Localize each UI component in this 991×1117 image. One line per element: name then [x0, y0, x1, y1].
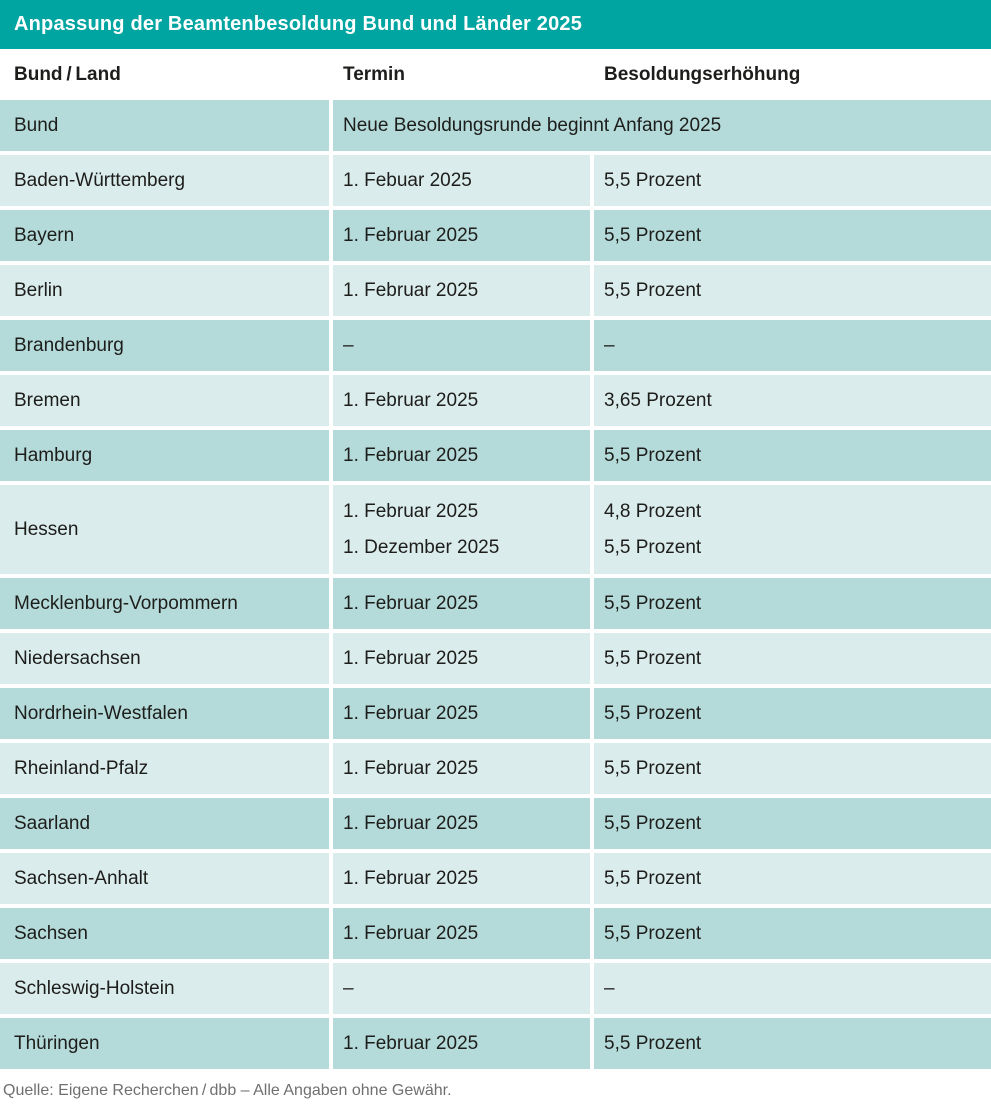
cell-termin	[333, 688, 590, 739]
cell-land: Rheinland-Pfalz	[0, 743, 329, 794]
cell-land: Brandenburg	[0, 320, 329, 371]
cell-erhoehung	[594, 375, 991, 426]
termin-line: 1. Februar 2025	[343, 922, 479, 944]
erhoehung-line: –	[604, 334, 615, 356]
cell-land: Mecklenburg-Vorpommern	[0, 578, 329, 629]
cell-termin	[333, 578, 590, 629]
termin-line: 1. Februar 2025	[343, 702, 479, 724]
table-row	[0, 853, 991, 904]
cell-land: Baden-Württemberg	[0, 155, 329, 206]
cell-erhoehung	[594, 210, 991, 261]
termin-line: 1. Dezember 2025	[343, 536, 500, 558]
termin-line: 1. Februar 2025	[343, 279, 479, 301]
cell-termin	[333, 210, 590, 261]
cell-land: Bund	[0, 100, 329, 151]
erhoehung-line: 3,65 Prozent	[604, 389, 712, 411]
cell-termin	[333, 320, 590, 371]
cell-land: Bremen	[0, 375, 329, 426]
cell-land: Hessen	[0, 485, 329, 574]
cell-termin	[333, 155, 590, 206]
table-row	[0, 485, 991, 574]
erhoehung-line: 5,5 Prozent	[604, 812, 702, 834]
table-body	[0, 100, 991, 1069]
cell-land: Nordrhein-Westfalen	[0, 688, 329, 739]
title-bar	[0, 0, 991, 49]
cell-erhoehung	[594, 485, 991, 574]
cell-termin	[333, 798, 590, 849]
table-row	[0, 743, 991, 794]
cell-termin	[333, 430, 590, 481]
erhoehung-line: 5,5 Prozent	[604, 702, 702, 724]
cell-erhoehung	[594, 963, 991, 1014]
table-row	[0, 155, 991, 206]
cell-termin	[333, 265, 590, 316]
table-row	[0, 430, 991, 481]
cell-erhoehung	[594, 265, 991, 316]
cell-erhoehung	[594, 633, 991, 684]
cell-land: Hamburg	[0, 430, 329, 481]
cell-erhoehung	[594, 743, 991, 794]
cell-termin	[333, 743, 590, 794]
column-header-row	[0, 49, 991, 100]
termin-line: 1. Februar 2025	[343, 647, 479, 669]
termin-line: 1. Februar 2025	[343, 500, 479, 522]
termin-line: 1. Februar 2025	[343, 389, 479, 411]
table-row	[0, 375, 991, 426]
erhoehung-line: 5,5 Prozent	[604, 647, 702, 669]
cell-erhoehung	[594, 155, 991, 206]
cell-land: Schleswig-Holstein	[0, 963, 329, 1014]
cell-termin	[333, 853, 590, 904]
termin-line: 1. Februar 2025	[343, 224, 479, 246]
cell-termin	[333, 485, 590, 574]
cell-termin	[333, 963, 590, 1014]
chart-title: Anpassung der Beamtenbesoldung Bund und Länder 2025	[14, 13, 583, 35]
cell-termin	[333, 375, 590, 426]
cell-erhoehung	[594, 798, 991, 849]
termin-line: 1. Februar 2025	[343, 757, 479, 779]
column-header-bund-land: Bund / Land	[14, 63, 121, 85]
cell-erhoehung	[594, 688, 991, 739]
cell-erhoehung	[594, 578, 991, 629]
table-row	[0, 100, 991, 151]
cell-erhoehung	[594, 430, 991, 481]
termin-line: 1. Februar 2025	[343, 592, 479, 614]
cell-land: Berlin	[0, 265, 329, 316]
erhoehung-line: –	[604, 977, 615, 999]
termin-line: 1. Febuar 2025	[343, 169, 472, 191]
erhoehung-line: 5,5 Prozent	[604, 592, 702, 614]
table-row	[0, 688, 991, 739]
cell-termin	[333, 633, 590, 684]
table-row	[0, 265, 991, 316]
cell-erhoehung	[594, 1018, 991, 1069]
source-note: Quelle: Eigene Recherchen / dbb – Alle Angaben ohne Gewähr.	[3, 1082, 452, 1099]
termin-line: 1. Februar 2025	[343, 1032, 479, 1054]
cell-termin	[333, 908, 590, 959]
cell-erhoehung	[594, 908, 991, 959]
termin-line: –	[343, 977, 354, 999]
erhoehung-line: 5,5 Prozent	[604, 169, 702, 191]
cell-land: Niedersachsen	[0, 633, 329, 684]
table-row	[0, 1018, 991, 1069]
cell-land: Saarland	[0, 798, 329, 849]
erhoehung-line: 5,5 Prozent	[604, 757, 702, 779]
termin-line: –	[343, 334, 354, 356]
table-row	[0, 798, 991, 849]
cell-land: Sachsen	[0, 908, 329, 959]
cell-land: Bayern	[0, 210, 329, 261]
column-header-besoldungserhoehung: Besoldungserhöhung	[604, 63, 801, 85]
erhoehung-line: 5,5 Prozent	[604, 224, 702, 246]
table-row	[0, 908, 991, 959]
table-row	[0, 320, 991, 371]
erhoehung-line: 5,5 Prozent	[604, 536, 702, 558]
cell-merged-note: Neue Besoldungsrunde beginnt Anfang 2025	[333, 100, 991, 151]
cell-erhoehung	[594, 853, 991, 904]
erhoehung-line: 5,5 Prozent	[604, 1032, 702, 1054]
table-row	[0, 578, 991, 629]
erhoehung-line: 5,5 Prozent	[604, 867, 702, 889]
table-row	[0, 633, 991, 684]
cell-land: Thüringen	[0, 1018, 329, 1069]
termin-line: 1. Februar 2025	[343, 444, 479, 466]
table-row	[0, 963, 991, 1014]
termin-line: 1. Februar 2025	[343, 812, 479, 834]
termin-line: 1. Februar 2025	[343, 867, 479, 889]
cell-land: Sachsen-Anhalt	[0, 853, 329, 904]
column-header-termin: Termin	[343, 63, 405, 85]
erhoehung-line: 4,8 Prozent	[604, 500, 702, 522]
erhoehung-line: 5,5 Prozent	[604, 922, 702, 944]
table-row	[0, 210, 991, 261]
cell-erhoehung	[594, 320, 991, 371]
erhoehung-line: 5,5 Prozent	[604, 444, 702, 466]
cell-termin	[333, 1018, 590, 1069]
erhoehung-line: 5,5 Prozent	[604, 279, 702, 301]
